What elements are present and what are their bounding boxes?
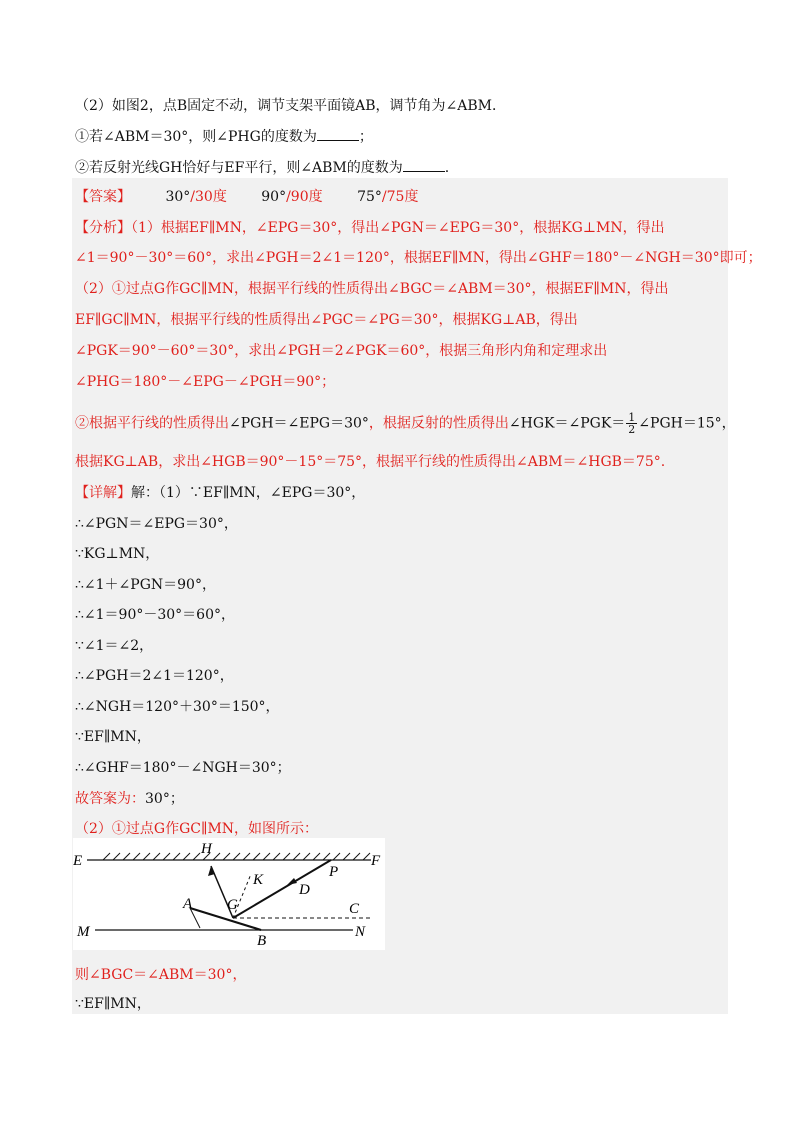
detail-label: 【详解】 [75,485,131,501]
analysis-line-4: EF∥GC∥MN，根据平行线的性质得出∠PGC＝∠PG＝30°，根据KG⊥AB，得出 [75,312,578,328]
answer-blank-2[interactable] [403,157,445,172]
answer-3: 75° [357,189,382,205]
label-k: K [253,872,264,888]
detail-step-8: ∵EF∥MN， [75,729,151,745]
analysis-line-7: ②根据平行线的性质得出∠PGH＝∠EPG＝30°，根据反射的性质得出∠HGK＝∠PGK＝ $\frac{1}{2}$ ∠PGH＝15°， [75,411,736,436]
answer-line [75,187,418,207]
label-d: D [299,882,310,898]
label-e: E [73,853,83,869]
mirror-reflection-figure [73,838,385,950]
analysis-line-8: 根据KG⊥AB，求出∠HGB＝90°－15°＝75°，根据平行线的性质得出∠ABM＝∠HGB＝75°. [75,454,666,470]
detail-step-4: ∴∠1＝90°－30°＝60°， [75,607,235,623]
question-line-3: ②若反射光线GH恰好与EF平行，则∠ABM的度数为 . [75,157,449,178]
label-p: P [329,864,339,880]
analysis-line-1: 【分析】（1）根据EF∥MN，∠EPG＝30°，得出∠PGN＝∠EPG＝30°，根据KG⊥MN，得出 [75,220,665,236]
detail-step-1: ∴∠PGN＝∠EPG＝30°， [75,516,238,532]
detail-step-5: ∵∠1＝∠2， [75,638,154,654]
detail-step-13: ∵EF∥MN， [75,996,151,1012]
answer-blank-1[interactable] [317,126,359,141]
label-h: H [201,841,212,857]
label-a: A [183,896,193,912]
analysis-line-3: （2）①过点G作GC∥MN，根据平行线的性质得出∠BGC＝∠ABM＝30°，根据EF∥MN，得出 [75,281,669,297]
analysis-line-2: ∠1＝90°－30°＝60°，求出∠PGH＝2∠1＝120°，根据EF∥MN，得出∠GHF＝180°－∠NGH＝30°即可； [75,250,762,266]
label-m: M [77,924,90,940]
answer-label: 【答案】 [75,189,131,205]
label-f: F [371,853,381,869]
detail-step-12: 则∠BGC＝∠ABM＝30°， [75,967,247,983]
detail-step-10: 故答案为：30°； [75,791,184,807]
detail-step-7: ∴∠NGH＝120°＋30°＝150°， [75,699,280,715]
detail-step-6: ∴∠PGH＝2∠1＝120°， [75,668,234,684]
question-line-1: （2）如图2，点B固定不动，调节支架平面镜AB，调节角为∠ABM． [75,98,506,114]
answer-2: 90° [261,189,287,205]
answer-3-alt: /75度 [381,189,419,205]
analysis-line-6: ∠PHG＝180°－∠EPG－∠PGH＝90°； [75,374,336,390]
answer-1: 30° [165,189,191,205]
detail-step-2: ∵KG⊥MN， [75,546,160,562]
question-line-2: ①若∠ABM＝30°，则∠PHG的度数为 ； [75,126,373,147]
answer-1-alt: /30度 [190,189,227,205]
fraction-one-half: $\frac{1}{2}$ [628,411,636,436]
detail-step-9: ∴∠GHF＝180°－∠NGH＝30°； [75,760,291,776]
analysis-line-5: ∠PGK＝90°－60°＝30°，求出∠PGH＝2∠PGK＝60°，根据三角形内角和定理求出 [75,343,608,359]
label-b: B [257,933,267,949]
detail-step-11: （2）①过点G作GC∥MN，如图所示： [75,821,319,837]
analysis-label: 【分析】 [75,220,131,236]
label-n: N [355,924,366,940]
label-g: G [227,897,238,913]
label-c: C [349,901,360,917]
answer-2-alt: /90度 [286,189,323,205]
detail-step-3: ∴∠1＋∠PGN＝90°， [75,577,216,593]
detail-line-0: 【详解】解：（1）∵EF∥MN，∠EPG＝30°， [75,485,366,501]
